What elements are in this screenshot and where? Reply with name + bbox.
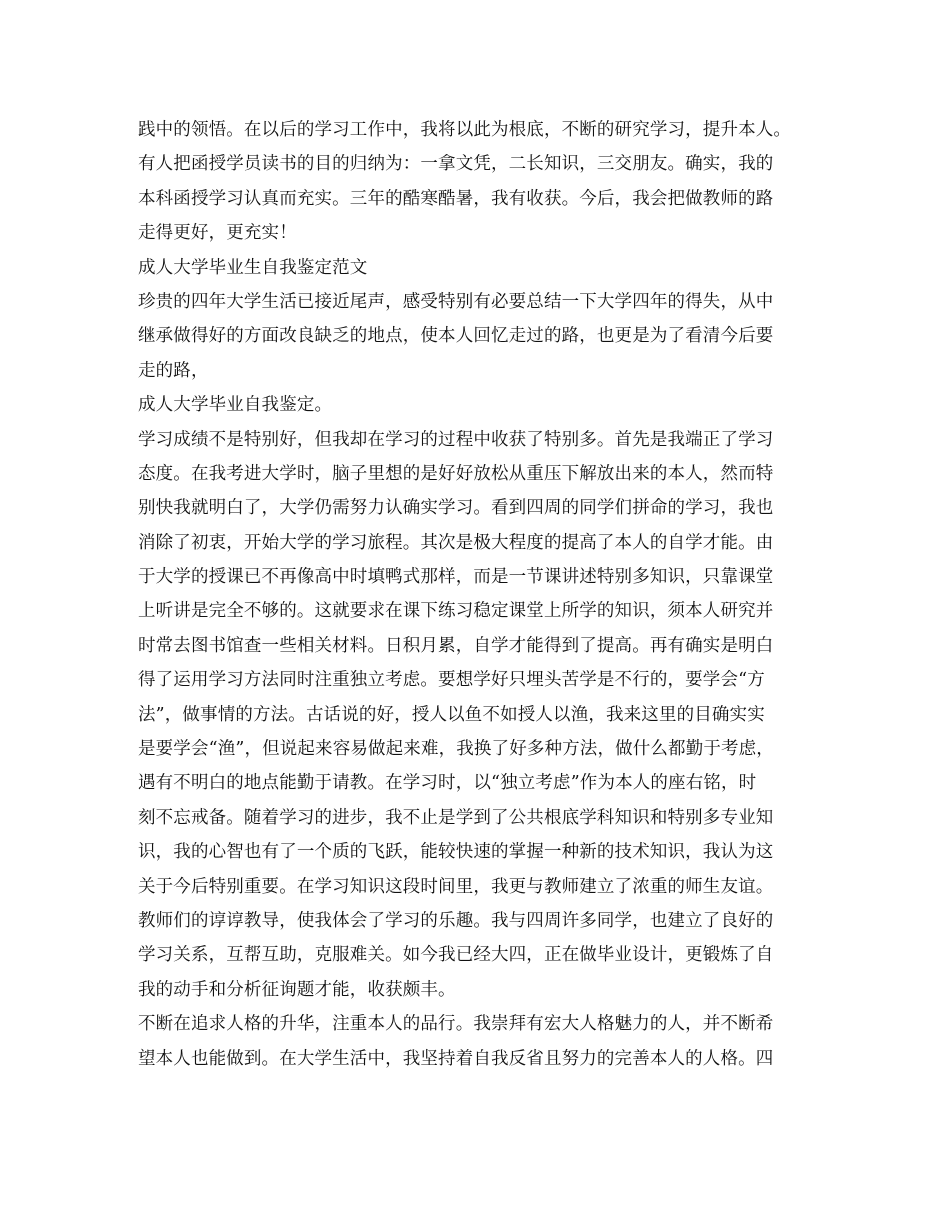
paragraph-line: 是要学会“渔”，但说起来容易做起来难，我换了好多种方法，做什么都勤于考虑， [138, 739, 774, 760]
paragraph-line: 刻不忘戒备。随着学习的进步，我不止是学到了公共根底学科知识和特别多专业知 [138, 807, 774, 828]
paragraph-line: 态度。在我考进大学时，脑子里想的是好好放松从重压下解放出来的本人，然而特 [138, 463, 774, 484]
paragraph-line: 望本人也能做到。在大学生活中，我坚持着自我反省且努力的完善本人的人格。四 [138, 1048, 774, 1069]
paragraph-line: 于大学的授课已不再像高中时填鸭式那样，而是一节课讲述特别多知识，只靠课堂 [138, 567, 774, 588]
paragraph-line: 得了运用学习方法同时注重独立考虑。要想学好只埋头苦学是不行的，要学会“方 [138, 670, 765, 691]
paragraph-line: 学习成绩不是特别好，但我却在学习的过程中收获了特别多。首先是我端正了学习 [138, 429, 774, 450]
paragraph-line: 走的路， [138, 360, 209, 381]
paragraph-line: 法”，做事情的方法。古话说的好，授人以鱼不如授人以渔，我来这里的目确实实 [138, 704, 765, 725]
paragraph-line: 践中的领悟。在以后的学习工作中，我将以此为根底，不断的研究学习，提升本人。 [138, 120, 792, 140]
paragraph-line: 不断在追求人格的升华，注重本人的品行。我崇拜有宏大人格魅力的人，并不断希 [138, 1014, 774, 1035]
body-text [138, 113, 828, 1076]
paragraph-line: 时常去图书馆查一些相关材料。日积月累，自学才能得到了提高。再有确实是明白 [138, 635, 774, 656]
paragraph-line: 本科函授学习认真而充实。三年的酷寒酷暑，我有收获。今后，我会把做教师的路 [138, 188, 774, 209]
paragraph-line: 上听讲是完全不够的。这就要求在课下练习稳定课堂上所学的知识，须本人研究并 [138, 601, 774, 622]
paragraph-line: 识，我的心智也有了一个质的飞跃，能较快速的掌握一种新的技术知识，我认为这 [138, 842, 774, 863]
paragraph-line: 教师们的谆谆教导，使我体会了学习的乐趣。我与四周许多同学，也建立了良好的 [138, 910, 774, 931]
paragraph-line: 走得更好，更充实！ [138, 223, 297, 244]
paragraph-line: 继承做得好的方面改良缺乏的地点，使本人回忆走过的路，也更是为了看清今后要 [138, 326, 774, 347]
paragraph-line: 有人把函授学员读书的目的归纳为：一拿文凭，二长知识，三交朋友。确实，我的 [138, 154, 774, 175]
paragraph-line: 学习关系，互帮互助，克服难关。如今我已经大四，正在做毕业设计，更锻炼了自 [138, 945, 774, 966]
paragraph-line: 关于今后特别重要。在学习知识这段时间里，我更与教师建立了浓重的师生友谊。 [138, 876, 774, 897]
section-heading: 成人大学毕业生自我鉴定范文 [138, 257, 368, 278]
section-subheading: 成人大学毕业自我鉴定。 [138, 395, 333, 416]
paragraph-line: 别快我就明白了，大学仍需努力认确实学习。看到四周的同学们拼命的学习，我也 [138, 498, 774, 519]
paragraph-line: 我的动手和分析征询题才能，收获颇丰。 [138, 979, 456, 1000]
paragraph-line: 遇有不明白的地点能勤于请教。在学习时，以“独立考虑”作为本人的座右铭，时 [138, 773, 757, 794]
paragraph-line: 珍贵的四年大学生活已接近尾声，感受特别有必要总结一下大学四年的得失，从中 [138, 291, 774, 312]
paragraph-line: 消除了初衷，开始大学的学习旅程。其次是极大程度的提高了本人的自学才能。由 [138, 532, 774, 553]
